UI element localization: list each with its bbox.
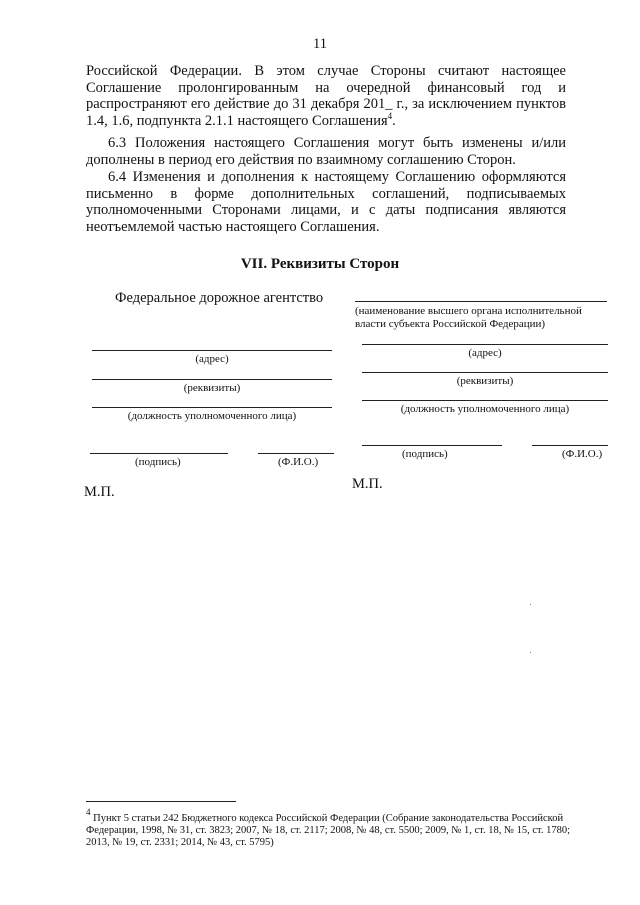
paragraph-6-3-text: 6.3 Положения настоящего Соглашения могут быть изменены и/или дополнены в период его действия по взаимному соглашению Сторон. [86,135,566,168]
right-address-line [362,344,608,345]
left-address-line [92,350,332,351]
paragraph-continuation [86,63,566,129]
right-fio-line [532,445,608,446]
left-requisites-caption: (реквизиты) [183,382,241,394]
left-address-caption: (адрес) [195,353,229,365]
left-position-caption: (должность уполномоченного лица) [127,410,297,422]
right-name-caption: (наименование высшего органа исполнительной власти субъекта Российской Федерации) [355,305,582,330]
left-stamp-place: М.П. [84,484,115,500]
paragraph-6-3 [86,135,566,168]
footnote-separator [86,801,236,802]
page-number: 11 [313,36,327,52]
left-signature-line [90,453,228,454]
left-fio-caption: (Ф.И.О.) [278,456,319,468]
section-title: VII. Реквизиты Сторон [240,256,400,272]
right-position-caption: (должность уполномоченного лица) [400,403,570,415]
left-signature-caption: (подпись) [135,456,181,468]
right-position-line [362,400,608,401]
paragraph-6-4 [86,169,566,235]
right-signature-caption: (подпись) [402,448,448,460]
scan-speck [530,652,531,653]
paragraph-continuation-text: Российской Федерации. В этом случае Стороны считают настоящее Соглашение пролонгированным на очередной финансовый год и распространяют его действие до 31 декабря 201_ г., за исключением пунктов 1.4, 1.6, подпункта 2.1.1 настоящего Соглашения [86,63,566,129]
left-position-line [92,407,332,408]
right-requisites-caption: (реквизиты) [456,375,514,387]
right-requisites-line [362,372,608,373]
footnote-reference: 4 [387,110,393,121]
paragraph-continuation-end: . [392,112,396,129]
footnote-text: Пункт 5 статьи 242 Бюджетного кодекса Российской Федерации (Собрание законодательства Российской Федерации, 1998, № 31, ст. 3823; 2007, № 18, ст. 2117; 2008, № 48, ст. 5500; 2009, № 1, ст. 18, № 15, ст. 1780; 2013, № 19, ст. 2331; 2014, № 43, ст. 5795) [86,813,571,848]
scan-speck [530,604,531,605]
right-name-line [355,301,607,302]
footnote-marker: 4 [86,807,91,817]
right-address-caption: (адрес) [468,347,502,359]
left-fio-line [258,453,334,454]
right-signature-line [362,445,502,446]
left-requisites-line [92,379,332,380]
right-fio-caption: (Ф.И.О.) [562,448,603,460]
footnote [86,807,586,849]
right-stamp-place: М.П. [352,476,383,492]
left-party-name: Федеральное дорожное агентство [115,290,324,306]
paragraph-6-4-text: 6.4 Изменения и дополнения к настоящему Соглашению оформляются письменно в форме дополнительных соглашений, подписываемых уполномоченными Сторонами лицами, и с даты подписания являются неотъемлемой частью настоящего Соглашения. [86,169,566,235]
